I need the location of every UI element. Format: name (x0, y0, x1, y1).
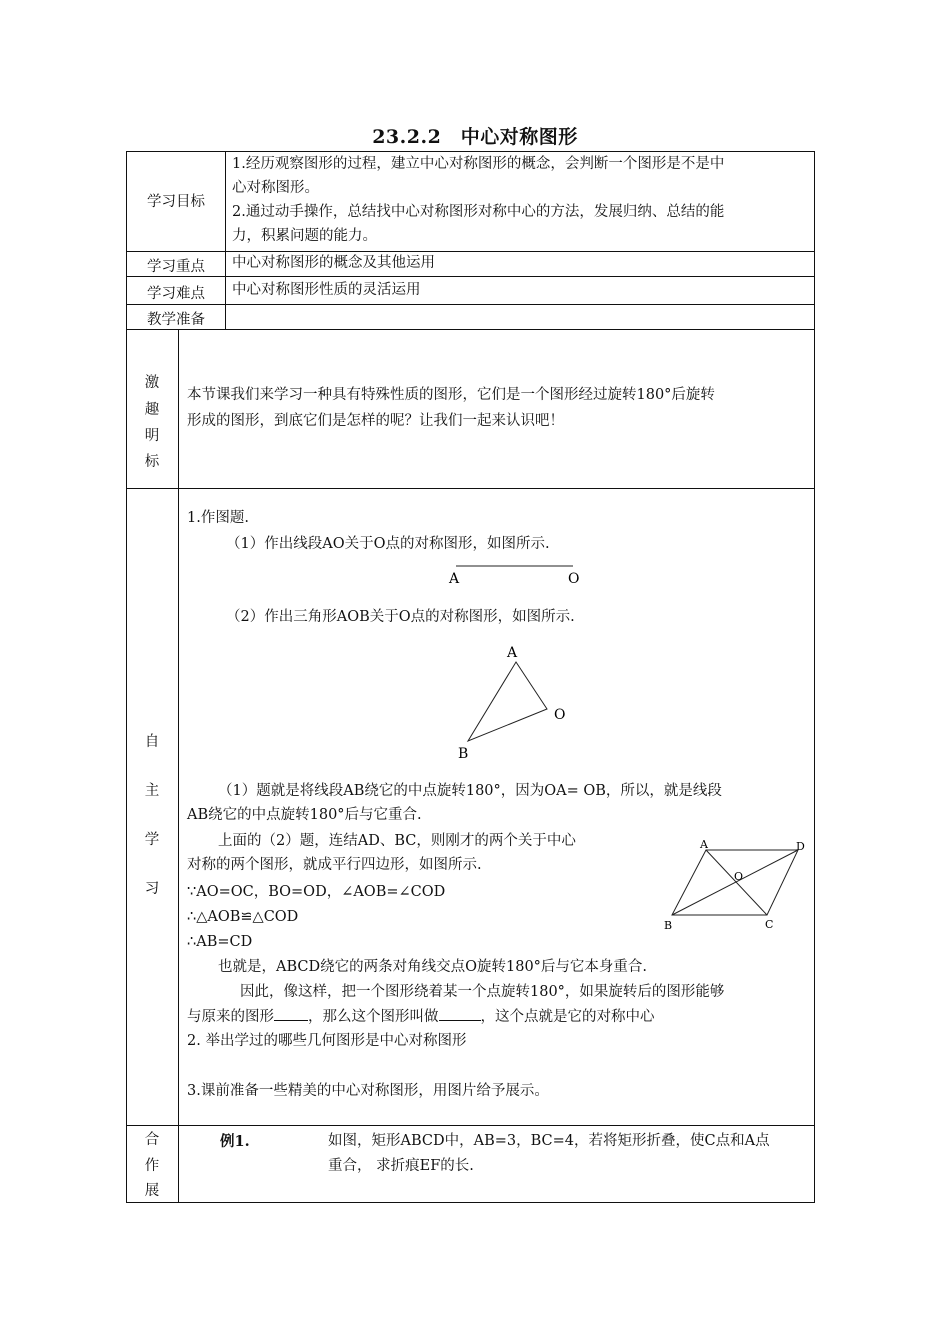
task1-part1: （1）作出线段AO关于O点的对称图形，如图所示. (226, 536, 550, 552)
point-label-c: C (765, 918, 774, 931)
example-line: 如图，矩形ABCD中，AB=3，BC=4，若将矩形折叠，使C点和A点 (328, 1133, 770, 1149)
proof-line: ∵AO=OC，BO=OD，∠AOB=∠COD (187, 884, 446, 900)
figure-parallelogram-abcd (658, 836, 814, 936)
intro-label-char: 明 (144, 428, 160, 444)
point-label-a: A (449, 571, 460, 587)
task2: 2. 举出学过的哪些几何图形是中心对称图形 (187, 1033, 467, 1049)
point-label-o: O (568, 571, 580, 587)
page-title: 23.2.2 中心对称图形 (372, 126, 578, 148)
table-border (126, 1202, 815, 1203)
intro-line: 形成的图形，到底它们是怎样的呢？让我们一起来认识吧！ (187, 413, 564, 429)
goals-line: 1.经历观察图形的过程，建立中心对称图形的概念，会判断一个图形是不是中 (232, 156, 725, 172)
goals-line: 2.通过动手操作，总结找中心对称图形对称中心的方法，发展归纳、总结的能 (232, 204, 725, 220)
para1-line: （1）题就是将线段AB绕它的中点旋转180°，因为OA= OB，所以，就是线段 (218, 783, 722, 799)
figure-segment-ao (440, 558, 590, 590)
difficulties-label: 学习难点 (147, 286, 205, 302)
table-border (126, 1125, 815, 1126)
key-points-label: 学习重点 (147, 259, 205, 275)
example-label: 例1. (220, 1133, 250, 1150)
cooperation-label-char: 合 (144, 1132, 160, 1148)
point-label-a: A (507, 645, 518, 661)
table-border (126, 488, 815, 489)
para4-text: 与原来的图形 (187, 1009, 274, 1025)
figure-triangle-aob (450, 640, 580, 768)
task3: 3.课前准备一些精美的中心对称图形，用图片给予展示。 (187, 1083, 549, 1099)
intro-line: 本节课我们来学习一种具有特殊性质的图形，它们是一个图形经过旋转180°后旋转 (187, 387, 715, 403)
intro-label-char: 标 (144, 454, 160, 470)
cooperation-label-char: 展 (144, 1183, 160, 1199)
difficulties-text: 中心对称图形性质的灵活运用 (232, 282, 421, 298)
example-line: 重合， 求折痕EF的长. (328, 1158, 474, 1174)
point-label-b: B (458, 746, 469, 762)
preparation-label: 教学准备 (147, 312, 205, 328)
self-study-label-char: 学 (144, 832, 160, 848)
fill-blank[interactable] (274, 1004, 308, 1021)
self-study-label-char: 自 (144, 734, 160, 750)
task1-heading: 1.作图题. (187, 510, 249, 526)
para1-line: AB绕它的中点旋转180°后与它重合. (187, 807, 422, 823)
para2-line: 对称的两个图形，就成平行四边形，如图所示. (187, 857, 482, 873)
triangle-aob (468, 662, 547, 741)
fill-blank[interactable] (439, 1004, 481, 1021)
table-border (126, 304, 815, 305)
proof-line: ∴△AOB≌△COD (187, 909, 299, 925)
intro-label-char: 激 (144, 375, 160, 391)
point-label-o: O (554, 707, 566, 723)
self-study-label-char: 习 (144, 881, 160, 897)
para3: 也就是，ABCD绕它的两条对角线交点O旋转180°后与它本身重合. (218, 959, 648, 975)
goals-line: 力，积累问题的能力。 (232, 228, 377, 244)
para2-line: 上面的（2）题，连结AD、BC，则刚才的两个关于中心 (218, 833, 576, 849)
table-border (126, 276, 815, 277)
cooperation-label-char: 作 (144, 1158, 160, 1174)
task1-part2: （2）作出三角形AOB关于O点的对称图形，如图所示. (226, 609, 575, 625)
point-label-b: B (664, 919, 673, 932)
table-border (126, 329, 815, 330)
para4-text: ，这个点就是它的对称中心 (480, 1009, 655, 1025)
key-points-text: 中心对称图形的概念及其他运用 (232, 255, 435, 271)
table-border (814, 151, 815, 1203)
para4-line-a: 因此，像这样，把一个图形绕着某一个点旋转180°，如果旋转后的图形能够 (240, 984, 725, 1000)
para4-text: ，那么这个图形叫做 (308, 1009, 439, 1025)
point-label-d: D (796, 840, 805, 853)
proof-line: ∴AB=CD (187, 934, 253, 950)
table-border (126, 251, 815, 252)
point-label-a: A (700, 838, 708, 851)
table-border (178, 329, 179, 1203)
para4-line-b (187, 1004, 655, 1030)
goals-label: 学习目标 (147, 194, 205, 210)
point-label-o: O (734, 870, 744, 883)
goals-line: 心对称图形。 (232, 180, 319, 196)
intro-label-char: 趣 (144, 402, 160, 418)
self-study-label-char: 主 (144, 783, 160, 799)
